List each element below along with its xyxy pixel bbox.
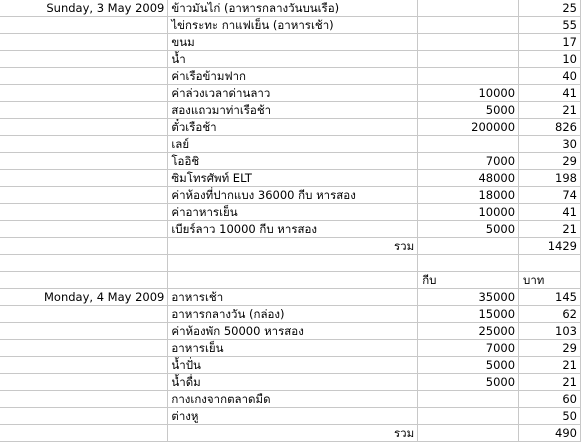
kip-cell[interactable]: 25000 [418, 323, 519, 340]
table-row [0, 68, 581, 85]
baht-cell[interactable]: 145 [519, 289, 581, 306]
table-row [0, 391, 581, 408]
baht-cell[interactable]: 50 [519, 408, 581, 425]
date-cell[interactable] [0, 136, 168, 153]
baht-cell[interactable]: 25 [519, 0, 581, 17]
date-cell[interactable] [0, 425, 168, 442]
kip-cell[interactable] [418, 17, 519, 34]
table-row [0, 136, 581, 153]
kip-cell[interactable]: 15000 [418, 306, 519, 323]
table-row [0, 272, 581, 289]
baht-cell[interactable]: 74 [519, 187, 581, 204]
kip-cell[interactable]: 10000 [418, 204, 519, 221]
item-cell[interactable]: รวม [168, 425, 418, 442]
item-cell[interactable]: ค่าเรือข้ามฟาก [168, 68, 418, 85]
item-cell[interactable]: เลย์ [168, 136, 418, 153]
kip-cell[interactable]: 5000 [418, 102, 519, 119]
kip-cell[interactable] [418, 255, 519, 272]
item-cell[interactable]: น้ำปั่น [168, 357, 418, 374]
baht-cell[interactable]: 826 [519, 119, 581, 136]
date-cell[interactable] [0, 408, 168, 425]
item-cell[interactable]: อาหารกลางวัน (กล่อง) [168, 306, 418, 323]
kip-cell[interactable]: 5000 [418, 357, 519, 374]
table-row [0, 51, 581, 68]
kip-cell[interactable]: 48000 [418, 170, 519, 187]
date-cell[interactable] [0, 170, 168, 187]
kip-cell[interactable] [418, 238, 519, 255]
table-row [0, 357, 581, 374]
baht-cell[interactable]: 60 [519, 391, 581, 408]
item-cell[interactable] [168, 255, 418, 272]
baht-cell[interactable]: 103 [519, 323, 581, 340]
item-cell[interactable]: ค่าอาหารเย็น [168, 204, 418, 221]
baht-cell[interactable]: 17 [519, 34, 581, 51]
kip-cell[interactable]: 5000 [418, 374, 519, 391]
baht-cell[interactable]: 30 [519, 136, 581, 153]
date-cell[interactable] [0, 34, 168, 51]
item-cell[interactable]: ค่าล่วงเวลาด่านลาว [168, 85, 418, 102]
baht-cell[interactable]: 41 [519, 85, 581, 102]
kip-cell[interactable] [418, 51, 519, 68]
item-cell[interactable]: น้ำ [168, 51, 418, 68]
date-cell[interactable] [0, 102, 168, 119]
item-cell[interactable]: ขนม [168, 34, 418, 51]
kip-cell[interactable]: 7000 [418, 340, 519, 357]
item-cell[interactable]: เบียร์ลาว 10000 กีบ หารสอง [168, 221, 418, 238]
date-cell[interactable] [0, 238, 168, 255]
date-cell[interactable] [0, 340, 168, 357]
item-cell[interactable]: น้ำดื่ม [168, 374, 418, 391]
date-cell[interactable] [0, 255, 168, 272]
kip-cell[interactable] [418, 34, 519, 51]
kip-cell[interactable] [418, 408, 519, 425]
baht-cell[interactable]: 21 [519, 102, 581, 119]
baht-cell[interactable]: 21 [519, 221, 581, 238]
table-row [0, 255, 581, 272]
kip-cell[interactable]: 200000 [418, 119, 519, 136]
table-row [0, 408, 581, 425]
baht-cell[interactable] [519, 255, 581, 272]
item-cell[interactable]: อาหารเช้า [168, 289, 418, 306]
date-cell[interactable] [0, 85, 168, 102]
date-cell[interactable] [0, 17, 168, 34]
item-cell[interactable]: ตั๋วเรือช้า [168, 119, 418, 136]
kip-cell[interactable] [418, 0, 519, 17]
date-cell[interactable] [0, 357, 168, 374]
baht-cell[interactable]: 198 [519, 170, 581, 187]
table-row [0, 85, 581, 102]
date-cell[interactable] [0, 221, 168, 238]
baht-cell[interactable]: 29 [519, 340, 581, 357]
table-row [0, 153, 581, 170]
item-cell[interactable] [168, 272, 418, 289]
table-row [0, 340, 581, 357]
item-cell[interactable]: สองแถวมาท่าเรือช้า [168, 102, 418, 119]
table-row [0, 102, 581, 119]
table-row [0, 119, 581, 136]
table-row [0, 204, 581, 221]
baht-cell[interactable]: 10 [519, 51, 581, 68]
item-cell[interactable]: ไข่กระทะ กาแฟเย็น (อาหารเช้า) [168, 17, 418, 34]
table-row [0, 187, 581, 204]
baht-cell[interactable]: 1429 [519, 238, 581, 255]
item-cell[interactable]: ต่างหู [168, 408, 418, 425]
kip-cell[interactable] [418, 425, 519, 442]
kip-cell[interactable]: 7000 [418, 153, 519, 170]
baht-cell[interactable]: 55 [519, 17, 581, 34]
table-row [0, 374, 581, 391]
table-row [0, 289, 581, 306]
table-row [0, 323, 581, 340]
baht-cell[interactable]: บาท [519, 272, 581, 289]
kip-cell[interactable] [418, 391, 519, 408]
baht-cell[interactable]: 41 [519, 204, 581, 221]
kip-cell[interactable] [418, 68, 519, 85]
item-cell[interactable]: ค่าห้องที่ปากแบง 36000 กีบ หารสอง [168, 187, 418, 204]
date-cell[interactable] [0, 374, 168, 391]
kip-cell[interactable]: 5000 [418, 221, 519, 238]
baht-cell[interactable]: 29 [519, 153, 581, 170]
table-row [0, 425, 581, 442]
kip-cell[interactable]: 35000 [418, 289, 519, 306]
baht-cell[interactable]: 62 [519, 306, 581, 323]
date-cell[interactable]: Sunday, 3 May 2009 [0, 0, 168, 17]
table-row [0, 0, 581, 17]
item-cell[interactable]: ซิมโทรศัพท์ ELT [168, 170, 418, 187]
item-cell[interactable]: อาหารเย็น [168, 340, 418, 357]
table-row [0, 170, 581, 187]
date-cell[interactable] [0, 187, 168, 204]
date-cell[interactable] [0, 68, 168, 85]
baht-cell[interactable]: 21 [519, 357, 581, 374]
date-cell[interactable] [0, 204, 168, 221]
item-cell[interactable]: ค่าห้องพัก 50000 หารสอง [168, 323, 418, 340]
table-row [0, 306, 581, 323]
kip-cell[interactable]: กีบ [418, 272, 519, 289]
table-row [0, 34, 581, 51]
date-cell[interactable] [0, 119, 168, 136]
baht-cell[interactable]: 490 [519, 425, 581, 442]
baht-cell[interactable]: 21 [519, 374, 581, 391]
date-cell[interactable] [0, 306, 168, 323]
date-cell[interactable] [0, 323, 168, 340]
item-cell[interactable]: โออิชิ [168, 153, 418, 170]
item-cell[interactable]: กางเกงจากตลาดมืด [168, 391, 418, 408]
item-cell[interactable]: รวม [168, 238, 418, 255]
item-cell[interactable]: ข้าวมันไก่ (อาหารกลางวันบนเรือ) [168, 0, 418, 17]
kip-cell[interactable]: 18000 [418, 187, 519, 204]
date-cell[interactable] [0, 51, 168, 68]
date-cell[interactable] [0, 391, 168, 408]
table-row [0, 238, 581, 255]
date-cell[interactable]: Monday, 4 May 2009 [0, 289, 168, 306]
kip-cell[interactable] [418, 136, 519, 153]
date-cell[interactable] [0, 153, 168, 170]
kip-cell[interactable]: 10000 [418, 85, 519, 102]
table-row [0, 17, 581, 34]
baht-cell[interactable]: 40 [519, 68, 581, 85]
table-row [0, 221, 581, 238]
date-cell[interactable] [0, 272, 168, 289]
